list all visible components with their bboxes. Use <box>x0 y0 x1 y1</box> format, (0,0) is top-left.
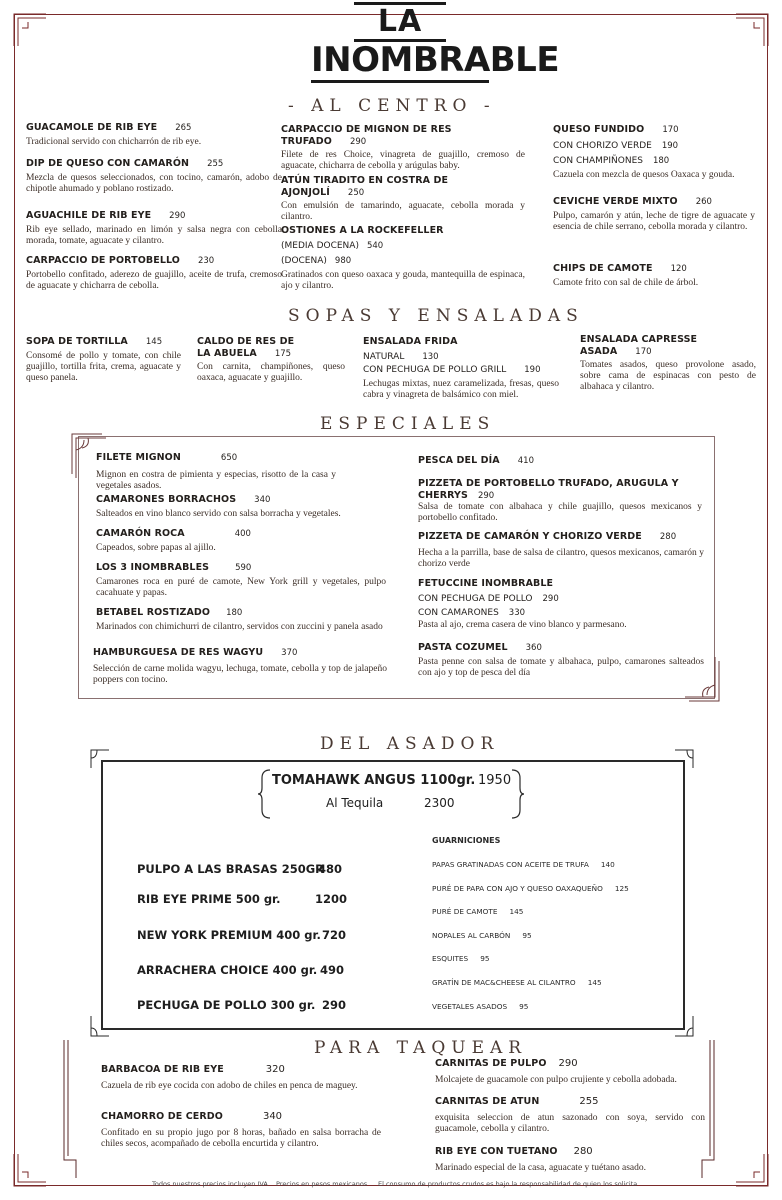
menu-item <box>418 531 704 570</box>
asador-item-price: 290 <box>322 998 347 1012</box>
logo-line-1: LA <box>354 2 446 42</box>
item-price: 255 <box>579 1096 599 1107</box>
corner-ornament-icon <box>675 1016 695 1038</box>
item-description: Mezcla de quesos seleccionados, con tocino, camarón, adobo de chipotle ahumado y poblano rostizado. <box>26 172 282 194</box>
menu-item <box>96 607 386 633</box>
menu-item <box>418 455 708 468</box>
item-name: CEVICHE VERDE MIXTO <box>553 196 678 207</box>
section-title-especiales: ESPECIALES <box>320 414 496 434</box>
side-item <box>432 907 523 916</box>
section-title-asador: DEL ASADOR <box>320 734 500 754</box>
asador-item-price: 720 <box>322 928 347 942</box>
item-name: OSTIONES A LA ROCKEFELLER <box>281 225 444 236</box>
asador-item-price: 490 <box>320 963 345 977</box>
item-description: Confitado en su propio jugo por 8 horas, bañado en salsa borracha de chiles secos, acompañado de cebolla encurtida y cilantro. <box>101 1127 381 1149</box>
item-name: SOPA DE TORTILLA <box>26 336 128 347</box>
option-price: 190 <box>661 140 679 151</box>
side-price: 140 <box>600 860 615 869</box>
option-price: 290 <box>542 593 559 604</box>
item-option <box>363 352 559 364</box>
item-price: 290 <box>558 1058 578 1069</box>
item-price: 400 <box>234 529 251 539</box>
section-title-al-centro: - AL CENTRO - <box>288 96 496 116</box>
item-option <box>281 241 525 253</box>
item-name: CALDO DE RES DE <box>197 336 295 347</box>
item-price: 180 <box>226 608 243 618</box>
tomahawk-sub-price: 2300 <box>424 796 455 810</box>
section-title-sopas: SOPAS Y ENSALADAS <box>288 306 584 326</box>
item-description: Lechugas mixtas, nuez caramelizada, fresas, queso cabra y vinagreta de balsámico con miel. <box>363 378 559 400</box>
tomahawk-sub: Al Tequila <box>326 796 384 810</box>
asador-item-price: 1200 <box>315 892 348 906</box>
menu-item <box>93 647 387 686</box>
side-price: 125 <box>614 884 629 893</box>
asador-item-name: RIB EYE PRIME 500 gr. <box>137 892 281 906</box>
side-item <box>432 884 629 893</box>
item-name: CHAMORRO DE CERDO <box>101 1111 223 1122</box>
item-price: 590 <box>235 563 252 573</box>
side-ornament-left-icon <box>62 1040 78 1180</box>
item-description: Capeados, sobre papas al ajillo. <box>96 542 216 553</box>
menu-item <box>96 452 336 492</box>
item-name-line-2: LA ABUELA <box>197 347 257 359</box>
side-name: ESQUITES <box>432 954 469 963</box>
item-price: 290 <box>349 136 367 147</box>
item-description: Filete de res Choice, vinagreta de guajillo, cremoso de aguacate, chicharra de cebolla y arúgulas baby. <box>281 150 525 171</box>
footer-iva: Todos nuestros precios incluyen IVA <box>152 1180 268 1188</box>
option-price: 180 <box>652 156 670 166</box>
item-description: Con emulsión de tamarindo, aguacate, cebolla morada y cilantro. <box>281 201 525 222</box>
item-description: Mignon en costra de pimienta y especias, risotto de la casa y vegetales asados. <box>96 469 336 491</box>
asador-item-price: 480 <box>318 862 343 876</box>
frame-corner-bottom-left-icon <box>8 1152 48 1192</box>
item-price: 340 <box>262 1111 283 1122</box>
asador-item-name: ARRACHERA CHOICE 400 gr. <box>137 963 318 977</box>
item-price: 650 <box>220 453 238 463</box>
item-price: 320 <box>265 1064 285 1075</box>
item-description: Tradicional servido con chicharrón de rib eye. <box>26 136 202 147</box>
item-name: LOS 3 INOMBRABLES <box>96 562 210 573</box>
menu-item <box>26 336 181 384</box>
item-description: Portobello confitado, aderezo de guajillo, aceite de trufa, cremoso de aguacate y chicharra de cebolla. <box>26 269 282 291</box>
item-name: CARNITAS DE PULPO <box>435 1058 547 1069</box>
item-name: FETUCCINE INOMBRABLE <box>418 578 554 589</box>
item-name: BETABEL ROSTIZADO <box>96 607 211 618</box>
item-price: 280 <box>659 532 677 542</box>
item-description: Pasta al ajo, crema casera de vino blanco y parmesano. <box>418 619 627 630</box>
side-name: PAPAS GRATINADAS CON ACEITE DE TRUFA <box>432 860 589 869</box>
logo-line-2: INOMBRABLE <box>311 40 560 80</box>
item-description: Hecha a la parrilla, base de salsa de cilantro, quesos mexicanos, camarón y chorizo verde <box>418 547 704 569</box>
menu-item <box>418 578 704 631</box>
item-price: 250 <box>347 187 365 198</box>
item-price: 145 <box>145 337 163 347</box>
restaurant-logo <box>311 2 560 83</box>
menu-item <box>101 1111 381 1150</box>
item-name: PIZZETA DE PORTOBELLO TRUFADO, ARUGULA Y <box>418 478 679 489</box>
item-description: Camote frito con sal de chile de árbol. <box>553 277 699 288</box>
item-price: 170 <box>635 346 652 357</box>
tomahawk-price: 1950 <box>478 773 512 788</box>
option-label: (DOCENA) <box>281 256 327 266</box>
menu-item <box>281 225 525 292</box>
side-item <box>432 860 615 869</box>
menu-item <box>435 1058 705 1086</box>
item-description: exquisita seleccion de atun sazonado con soya, servido con guacamole, cebolla y cilantro. <box>435 1112 705 1134</box>
item-description: Gratinados con queso oaxaca y gouda, mantequilla de espinaca, ajo y cilantro. <box>281 269 525 291</box>
item-name: CARNITAS DE ATUN <box>435 1096 540 1107</box>
item-description: Cazuela de rib eye cocida con adobo de chiles en penca de maguey. <box>101 1080 358 1091</box>
item-price: 260 <box>695 197 712 207</box>
side-name: PURÉ DE CAMOTE <box>432 907 498 916</box>
item-description: Tomates asados, queso provolone asado, sobre cama de espinacas con pesto de albahaca y cilantro. <box>580 360 756 392</box>
item-description: Cazuela con mezcla de quesos Oaxaca y gouda. <box>553 169 735 180</box>
menu-item <box>281 175 525 223</box>
option-label: (MEDIA DOCENA) <box>281 240 359 251</box>
item-price: 340 <box>254 495 271 505</box>
item-description: Pasta penne con salsa de tomate y albahaca, pulpo, camarones salteados con ajo y top de pesca del día <box>418 656 704 678</box>
item-name: FILETE MIGNON <box>96 452 181 463</box>
item-price: 265 <box>175 123 192 133</box>
item-name: ENSALADA FRIDA <box>363 336 458 347</box>
menu-item <box>418 642 704 679</box>
item-description: Con carnita, champiñones, queso oaxaca, aguacate y guajillo. <box>197 362 345 383</box>
menu-item <box>553 124 755 181</box>
asador-item-name: PECHUGA DE POLLO 300 gr. <box>137 998 316 1012</box>
guarniciones-title: GUARNICIONES <box>432 836 501 845</box>
item-price: 280 <box>573 1146 593 1157</box>
item-name: HAMBURGUESA DE RES WAGYU <box>93 647 264 658</box>
side-name: PURÉ DE PAPA CON AJO Y QUESO OAXAQUEÑO <box>432 884 603 893</box>
option-price: 540 <box>366 240 384 251</box>
menu-item <box>197 336 345 384</box>
item-description: Molcajete de guacamole con pulpo crujiente y cebolla adobada. <box>435 1074 677 1085</box>
item-description: Marinado especial de la casa, aguacate y tuétano asado. <box>435 1162 647 1173</box>
side-item <box>432 954 489 963</box>
item-description: Pulpo, camarón y atún, leche de tigre de aguacate y esencia de chile serrano, cebolla morada y cilantro. <box>553 210 755 232</box>
item-option <box>553 156 755 168</box>
menu-item <box>363 336 559 401</box>
item-price: 255 <box>207 159 224 169</box>
item-name: CARPACCIO DE PORTOBELLO <box>26 255 180 266</box>
asador-item-name: PULPO A LAS BRASAS 250GR <box>137 862 325 876</box>
item-option <box>418 594 704 606</box>
item-name: CARPACCIO DE MIGNON DE RES TRUFADO <box>281 124 452 147</box>
side-item <box>432 1002 528 1011</box>
side-price: 95 <box>480 954 490 963</box>
side-item <box>432 931 532 940</box>
option-price: 130 <box>422 351 439 362</box>
item-price: 230 <box>197 256 215 266</box>
item-name: QUESO FUNDIDO <box>553 124 645 135</box>
item-price: 360 <box>525 643 542 653</box>
tomahawk-name: TOMAHAWK ANGUS 1100gr. <box>272 773 476 788</box>
item-option <box>553 141 755 153</box>
item-description: Camarones roca en puré de camote, New York grill y vegetales, pulpo cacahuate y papas. <box>96 576 386 598</box>
item-name: BARBACOA DE RIB EYE <box>101 1064 224 1075</box>
menu-item <box>96 494 386 520</box>
side-name: GRATÍN DE MAC&CHEESE AL CILANTRO <box>432 978 576 987</box>
option-price: 980 <box>334 256 352 266</box>
menu-item <box>96 528 386 554</box>
corner-ornament-icon <box>89 1016 109 1038</box>
corner-ornament-icon <box>675 748 695 770</box>
option-label: CON CAMARONES <box>418 608 499 618</box>
menu-item <box>26 210 282 247</box>
item-price: 370 <box>281 648 298 658</box>
side-name: VEGETALES ASADOS <box>432 1002 508 1011</box>
menu-item <box>101 1064 401 1092</box>
item-description: Selección de carne molida wagyu, lechuga, tomate, cebolla y top de jalapeño poppers con tocino. <box>93 663 387 685</box>
item-name: RIB EYE CON TUETANO <box>435 1146 558 1157</box>
item-option <box>281 256 525 268</box>
item-name: ENSALADA CAPRESSE ASADA <box>580 334 698 357</box>
menu-item <box>26 255 282 292</box>
option-label: CON CHORIZO VERDE <box>553 140 652 151</box>
side-item <box>432 978 602 987</box>
item-name: PASTA COZUMEL <box>418 642 508 653</box>
option-label: NATURAL <box>363 351 405 362</box>
item-description: Consomé de pollo y tomate, con chile guajillo, tortilla frita, crema, aguacate y queso panela. <box>26 350 181 383</box>
item-option <box>418 608 704 620</box>
item-description: Salteados en vino blanco servido con salsa borracha y vegetales. <box>96 508 341 519</box>
item-description: Marinados con chimichurri de cilantro, servidos con zuccini y panela asado <box>96 621 383 632</box>
item-name: GUACAMOLE DE RIB EYE <box>26 122 158 133</box>
item-name: CAMARÓN ROCA <box>96 528 185 539</box>
side-price: 145 <box>587 978 602 987</box>
item-name: CHIPS DE CAMOTE <box>553 263 653 274</box>
menu-item <box>26 122 266 148</box>
frame-corner-top-left-icon <box>8 8 48 48</box>
item-price: 290 <box>477 490 495 501</box>
menu-item <box>281 124 525 172</box>
corner-ornament-icon <box>89 748 109 770</box>
item-name: PESCA DEL DÍA <box>418 455 500 466</box>
item-name: ATÚN TIRADITO EN COSTRA DE AJONJOLÍ <box>281 175 449 198</box>
side-price: 95 <box>519 1002 529 1011</box>
menu-item <box>26 158 282 195</box>
menu-item <box>580 334 756 393</box>
bracket-left-icon <box>258 768 272 820</box>
bracket-right-icon <box>510 768 524 820</box>
item-name-line-2: CHERRYS <box>418 489 468 501</box>
section-title-taquear: PARA TAQUEAR <box>314 1038 528 1058</box>
side-price: 95 <box>522 931 532 940</box>
item-price: 410 <box>517 456 534 466</box>
menu-item <box>435 1096 705 1135</box>
logo-underline <box>311 80 489 83</box>
side-price: 145 <box>509 907 524 916</box>
menu-item <box>418 478 702 524</box>
item-price: 170 <box>662 125 679 135</box>
item-price: 290 <box>169 211 186 221</box>
item-description: Rib eye sellado, marinado en limón y salsa negra con cebolla morada, tomate, aguacate y cilantro. <box>26 224 282 246</box>
menu-item <box>553 196 755 233</box>
item-description: Salsa de tomate con albahaca y chile guajillo, quesos mexicanos y portobello confitado. <box>418 502 702 523</box>
item-price: 175 <box>274 348 292 359</box>
option-price: 330 <box>508 608 526 618</box>
item-option <box>363 365 559 377</box>
item-name: DIP DE QUESO CON CAMARÓN <box>26 158 190 169</box>
side-name: NOPALES AL CARBÓN <box>432 931 511 940</box>
item-name: CAMARONES BORRACHOS <box>96 494 237 505</box>
menu-item <box>96 562 386 599</box>
menu-item <box>435 1146 705 1174</box>
option-label: CON CHAMPIÑONES <box>553 156 643 166</box>
footer-pesos: Precios en pesos mexicanos <box>276 1180 368 1188</box>
item-name: PIZZETA DE CAMARÓN Y CHORIZO VERDE <box>418 531 642 542</box>
item-price: 120 <box>670 264 687 274</box>
item-name: AGUACHILE DE RIB EYE <box>26 210 152 221</box>
option-label: CON PECHUGA DE POLLO GRILL <box>363 365 507 375</box>
option-label: CON PECHUGA DE POLLO <box>418 593 533 604</box>
frame-corner-bottom-right-icon <box>734 1152 774 1192</box>
footer-consumo: El consumo de productos crudos es bajo la responsabilidad de quien los solicita <box>378 1180 638 1188</box>
menu-item <box>553 263 755 289</box>
option-price: 190 <box>524 365 541 375</box>
asador-item-name: NEW YORK PREMIUM 400 gr. <box>137 928 321 942</box>
frame-corner-top-right-icon <box>734 8 774 48</box>
